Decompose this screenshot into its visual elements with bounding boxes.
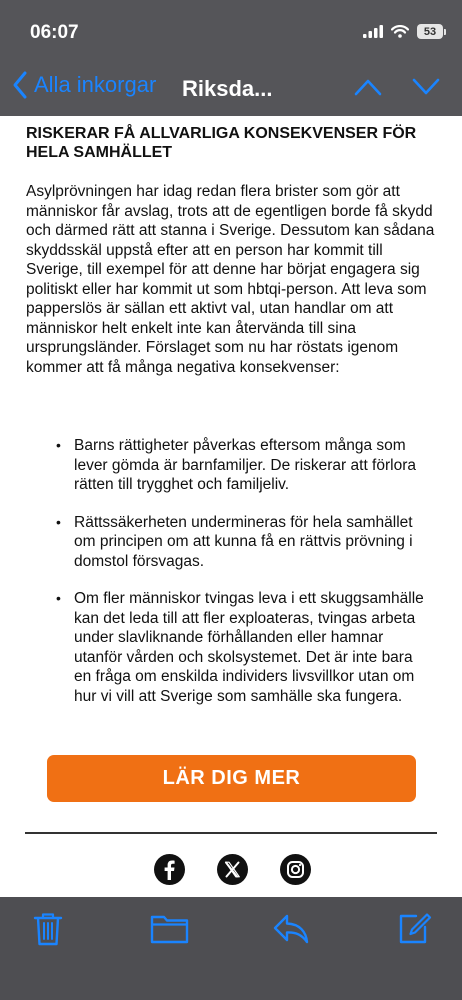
chevron-left-icon xyxy=(12,70,28,100)
previous-message-button[interactable] xyxy=(354,78,382,96)
signal-icon xyxy=(363,25,383,38)
list-item xyxy=(26,589,426,706)
x-icon[interactable] xyxy=(217,854,248,885)
battery-level: 53 xyxy=(417,24,443,39)
message-navigation xyxy=(354,78,440,96)
list-item xyxy=(26,436,426,495)
reply-icon[interactable] xyxy=(272,911,310,945)
trash-icon[interactable] xyxy=(32,911,64,947)
divider xyxy=(25,832,437,834)
list-item-text: Rättssäkerheten undermineras för hela samhället om principen om att kunna få en rättvis prövning i domstol försvagas. xyxy=(74,513,413,570)
status-icons xyxy=(363,24,446,39)
facebook-icon[interactable] xyxy=(154,854,185,885)
bullet-dot: • xyxy=(56,513,61,530)
folder-icon[interactable] xyxy=(150,911,190,945)
list-item-text: Om fler människor tvingas leva i ett skuggsamhälle kan det leda till att fler exploateras, tvingas arbeta under slavliknande förhållanden eller hamnar utanför vården och skolsystemet. Det är inte bara en fråga om enskilda individers livsvillkor utan om hur vi vill att Sverige som samhälle ska fungera. xyxy=(74,590,424,705)
instagram-icon[interactable] xyxy=(280,854,311,885)
compose-icon[interactable] xyxy=(396,911,432,947)
bullet-dot: • xyxy=(56,590,61,606)
next-message-button[interactable] xyxy=(412,78,440,96)
mail-heading: RISKERAR FÅ ALLVARLIGA KONSEKVENSER FÖR HELA SAMHÄLLET xyxy=(26,125,417,161)
mail-paragraph: Asylprövningen har idag redan flera brister som gör att människor får avslag, trots att de egentligen borde få skydd och därmed rätt att stanna i Sverige. Dessutom kan sådana skyddsskäl uppstå efter att en person har kommit till Sverige, till exempel för att denne har börjat engagera sig politiskt eller har kommit ut som hbtqi-person. Att leva som papperslös är sällan ett aktivt val, utan handlar om att människor helt enkelt inte kan återvända till sina ursprungsländer. Förslaget som nu har röstats igenom kommer att få många negativa konsekvenser: xyxy=(26,183,435,376)
back-label: Alla inkorgar xyxy=(34,72,157,97)
bullet-list xyxy=(26,436,426,724)
wifi-icon xyxy=(391,25,409,38)
list-item xyxy=(26,513,426,572)
bullet-dot: • xyxy=(56,437,61,453)
list-item-text: Barns rättigheter påverkas eftersom många som lever gömda är barnfamiljer. De riskerar att förlora rätten till trygghet och familjeliv. xyxy=(74,437,416,493)
nav-bar xyxy=(0,62,462,116)
social-links xyxy=(154,854,311,885)
battery-icon xyxy=(417,24,446,39)
status-time: 06:07 xyxy=(30,22,79,43)
mail-body xyxy=(0,116,462,897)
bottom-toolbar xyxy=(0,897,462,1000)
back-button[interactable] xyxy=(12,70,156,100)
status-bar xyxy=(0,0,462,62)
message-title: Riksda... xyxy=(182,76,273,101)
learn-more-button[interactable]: LÄR DIG MER xyxy=(47,755,416,802)
